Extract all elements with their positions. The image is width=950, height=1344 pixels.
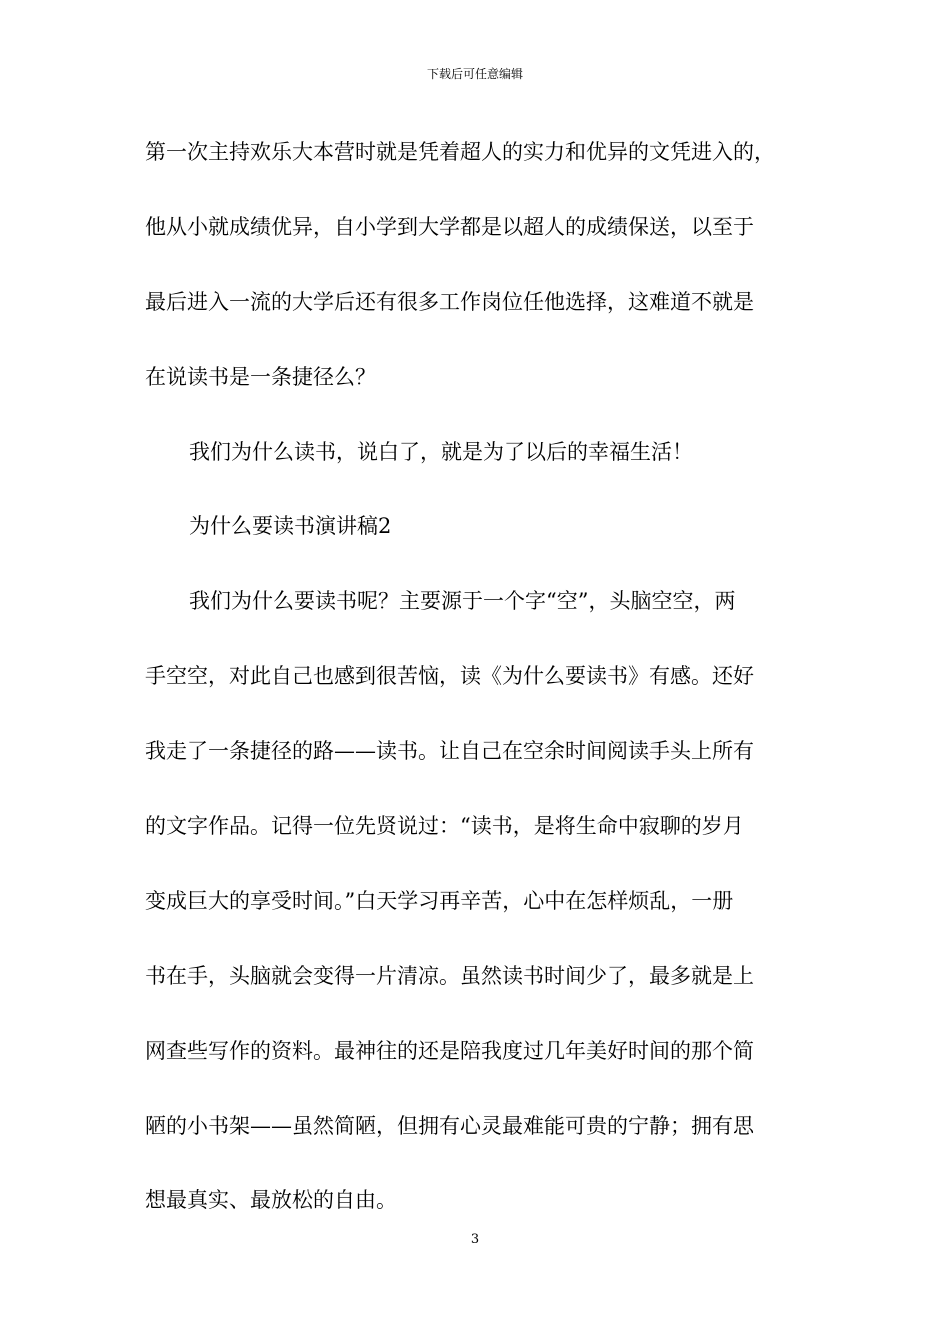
text-line: 想最真实、最放松的自由。 [145, 1188, 397, 1213]
text-line: 最后进入一流的大学后还有很多工作岗位任他选择，这难道不就是 [145, 289, 754, 314]
text-line: 手空空，对此自己也感到很苦恼，读《为什么要读书》有感。还好 [145, 664, 754, 689]
text-line: 第一次主持欢乐大本营时就是凭着超人的实力和优异的文凭进入的， [145, 140, 775, 164]
text-line: 我走了一条捷径的路——读书。让自己在空余时间阅读手头上所有 [145, 739, 754, 764]
page-header: 下载后可任意编辑 [426, 67, 523, 81]
text-line: 陋的小书架——虽然简陋，但拥有心灵最难能可贵的宁静；拥有思 [145, 1113, 754, 1138]
page-number: 3 [470, 1232, 480, 1247]
text-line: 在说读书是一条捷径么？ [145, 364, 376, 389]
paragraph-line: 我们为什么要读书呢？主要源于一个字“空”，头脑空空，两 [189, 589, 736, 614]
text-line: 的文字作品。记得一位先贤说过：“读书，是将生命中寂聊的岁月 [145, 814, 744, 839]
text-line: 网查些写作的资料。最神往的还是陪我度过几年美好时间的那个简 [145, 1038, 754, 1063]
text-line: 他从小就成绩优异，自小学到大学都是以超人的成绩保送，以至于 [145, 214, 754, 239]
text-line: 书在手，头脑就会变得一片清凉。虽然读书时间少了，最多就是上 [145, 963, 754, 988]
document-body [145, 127, 810, 1250]
section-title: 为什么要读书演讲稿2 [189, 514, 392, 539]
text-line: 变成巨大的享受时间。”白天学习再辛苦，心中在怎样烦乱，一册 [145, 888, 734, 913]
paragraph-line: 我们为什么读书，说白了，就是为了以后的幸福生活！ [189, 439, 693, 464]
